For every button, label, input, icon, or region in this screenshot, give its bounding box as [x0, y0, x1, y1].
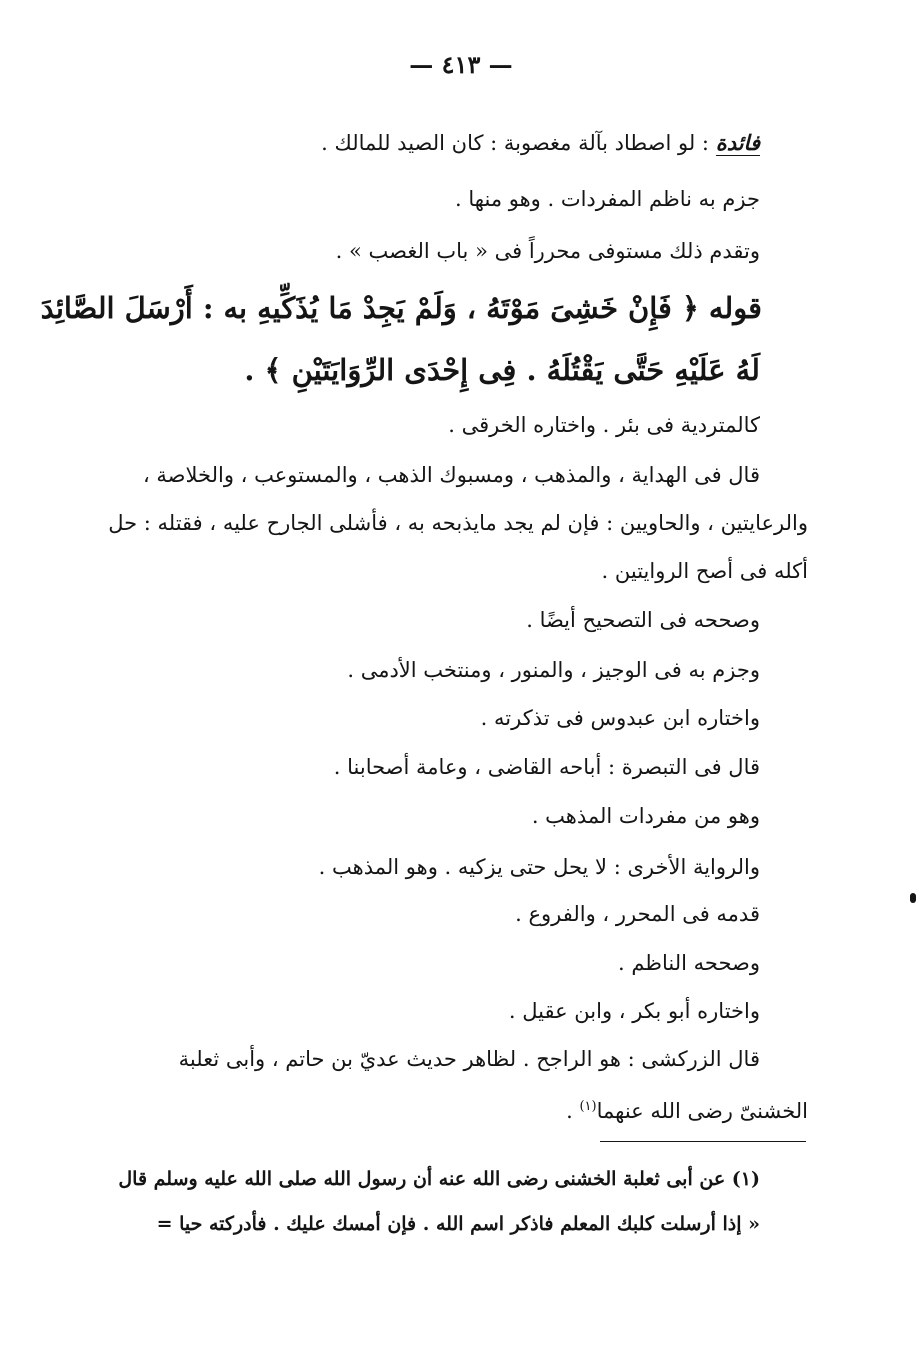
footnote-line: « إذا أرسلت كلبك المعلم فاذكر اسم الله . فإن أمسك عليك . فأدركته حيا =	[156, 1213, 760, 1235]
text-line: والرعايتين ، والحاويين : فإن لم يجد مايذبحه به ، فأشلى الجارح عليه ، فقتله : حل	[108, 511, 808, 535]
line-text: .	[566, 1099, 580, 1123]
line-text: الخشنىّ رضى الله عنهما	[596, 1099, 808, 1123]
text-line: وتقدم ذلك مستوفى محرراً فى « باب الغصب » .	[335, 239, 760, 263]
text-line: قدمه فى المحرر ، والفروع .	[515, 902, 760, 926]
text-line: وصححه فى التصحيح أيضًا .	[526, 608, 760, 632]
margin-dot	[910, 893, 916, 903]
quoted-text-line: لَهُ عَلَيْهِ حَتَّى يَقْتُلَهُ . فِى إِحْدَى الرِّوَايَتَيْنِ ﴾ .	[244, 353, 760, 387]
text-line: كالمتردية فى بئر . واختاره الخرقى .	[448, 413, 760, 437]
text-line: واختاره ابن عبدوس فى تذكرته .	[480, 706, 760, 730]
footnote-ref: (١)	[579, 1099, 597, 1114]
text-line: وصححه الناظم .	[617, 951, 760, 975]
text-line: وجزم به فى الوجيز ، والمنور ، ومنتخب الأدمى .	[347, 658, 760, 682]
fa-ida-heading: فائدة	[715, 130, 760, 155]
text-line: جزم به ناظم المفردات . وهو منها .	[455, 187, 760, 211]
text-line	[321, 128, 760, 158]
text-line: والرواية الأخرى : لا يحل حتى يزكيه . وهو المذهب .	[318, 855, 760, 879]
text-line: أكله فى أصح الروايتين .	[601, 559, 808, 583]
text-line: قال فى الهداية ، والمذهب ، ومسبوك الذهب ، والمستوعب ، والخلاصة ،	[142, 463, 760, 487]
text-line: واختاره أبو بكر ، وابن عقيل .	[508, 999, 760, 1023]
page-number: — ٤١٣ —	[409, 50, 513, 79]
text-line: وهو من مفردات المذهب .	[531, 804, 760, 828]
text-line: قال الزركشى : هو الراجح . لظاهر حديث عديّ بن حاتم ، وأبى ثعلبة	[178, 1047, 760, 1071]
text-line: قال فى التبصرة : أباحه القاضى ، وعامة أصحابنا .	[333, 755, 760, 779]
text-line	[566, 1092, 808, 1126]
quoted-text-line: قوله ﴿ فَإِنْ خَشِىَ مَوْتَهُ ، وَلَمْ يَجِدْ مَا يُذَكِّيهِ به : أَرْسَلَ الصَّائِدَ	[40, 291, 762, 325]
line-text: : لو اصطاد بآلة مغصوبة : كان الصيد للمالك .	[321, 131, 716, 155]
footnote-separator	[600, 1141, 806, 1142]
footnote-line: (١) عن أبى ثعلبة الخشنى رضى الله عنه أن رسول الله صلى الله عليه وسلم قال	[118, 1168, 760, 1190]
